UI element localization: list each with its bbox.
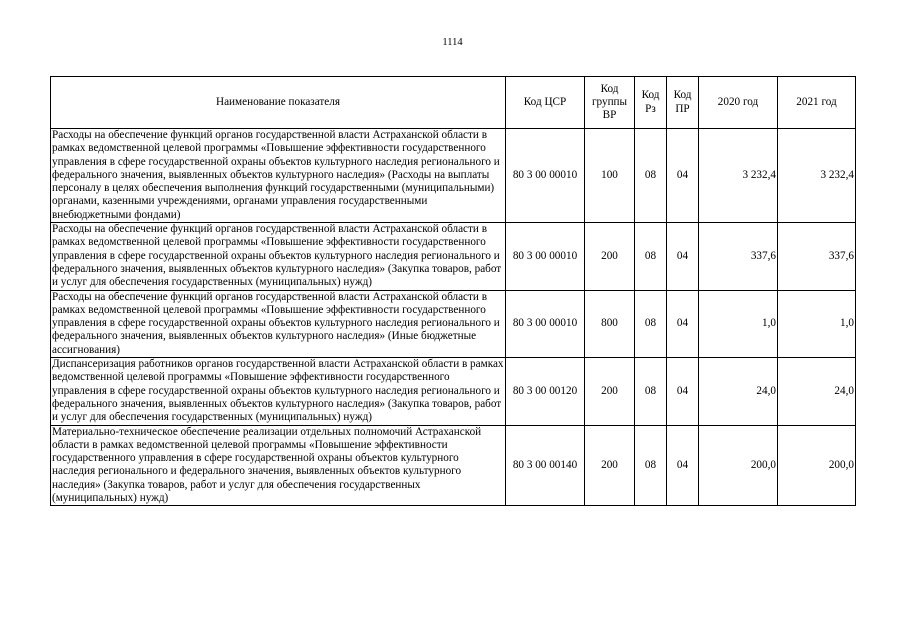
row-name: Расходы на обеспечение функций органов государственной власти Астраханской области в рамках ведомственной целевой программы «Повышение эффективности государственного управления в сфере государственной охраны объектов культурного наследия регионального и федерального значения, выявленных объектов культурного наследия» (Закупка товаров, работ и услуг для обеспечения государственных (муниципальных) нужд)	[51, 223, 506, 290]
row-2021: 200,0	[778, 425, 856, 506]
row-csr: 80 3 00 00010	[506, 223, 585, 290]
row-2021: 3 232,4	[778, 129, 856, 223]
page-number: 1114	[442, 37, 463, 48]
row-rz: 08	[635, 129, 667, 223]
table-header-row	[51, 77, 856, 129]
row-vr: 200	[585, 223, 635, 290]
row-name: Материально-техническое обеспечение реализации отдельных полномочий Астраханской области в рамках ведомственной целевой программы «Повышение эффективности государственного управления в сфере государственной охраны объектов культурного наследия регионального и федерального значения, выявленных объектов культурного наследия» (Закупка товаров, работ и услуг для обеспечения государственных (муниципальных) нужд)	[51, 425, 506, 506]
row-2021: 337,6	[778, 223, 856, 290]
row-name: Расходы на обеспечение функций органов государственной власти Астраханской области в рамках ведомственной целевой программы «Повышение эффективности государственного управления в сфере государственной охраны объектов культурного наследия регионального и федерального значения, выявленных объектов культурного наследия» (Иные бюджетные ассигнования)	[51, 290, 506, 357]
header-rz: Код Рз	[635, 77, 667, 129]
row-rz: 08	[635, 425, 667, 506]
header-pr: Код ПР	[667, 77, 699, 129]
budget-table	[50, 76, 856, 506]
row-csr: 80 3 00 00010	[506, 129, 585, 223]
table-row	[51, 425, 856, 506]
row-rz: 08	[635, 290, 667, 357]
row-name: Диспансеризация работников органов государственной власти Астраханской области в рамках ведомственной целевой программы «Повышение эффективности государственного управления в сфере государственной охраны объектов культурного наследия регионального и федерального значения, выявленных объектов культурного наследия» (Закупка товаров, работ и услуг для обеспечения государственных (муниципальных) нужд)	[52, 358, 504, 424]
row-2020: 337,6	[699, 223, 778, 290]
row-pr: 04	[667, 129, 699, 223]
row-2021: 24,0	[778, 358, 856, 425]
table-row	[51, 223, 856, 290]
row-2020: 3 232,4	[699, 129, 778, 223]
row-vr: 800	[585, 290, 635, 357]
header-name: Наименование показателя	[51, 77, 506, 129]
header-2020: 2020 год	[699, 77, 778, 129]
header-vr: Код группы ВР	[585, 77, 635, 129]
row-pr: 04	[667, 223, 699, 290]
header-csr: Код ЦСР	[506, 77, 585, 129]
header-2021: 2021 год	[778, 77, 856, 129]
row-vr: 100	[585, 129, 635, 223]
row-rz: 08	[635, 223, 667, 290]
row-name: Расходы на обеспечение функций органов государственной власти Астраханской области в рамках ведомственной целевой программы «Повышение эффективности государственного управления в сфере государственной охраны объектов культурного наследия регионального и федерального значения, выявленных объектов культурного наследия» (Расходы на выплаты персоналу в целях обеспечения выполнения функций государственными (муниципальными) органами, казенными учреждениями, органами управления государственными внебюджетными фондами)	[51, 129, 506, 223]
row-2020: 200,0	[699, 425, 778, 506]
row-rz: 08	[635, 358, 667, 425]
row-csr: 80 3 00 00120	[506, 358, 585, 425]
row-vr: 200	[585, 358, 635, 425]
row-pr: 04	[667, 290, 699, 357]
row-2020: 24,0	[699, 358, 778, 425]
row-pr: 04	[667, 425, 699, 506]
table-row	[51, 290, 856, 357]
table-row	[51, 129, 856, 223]
table-row	[51, 358, 856, 425]
row-vr: 200	[585, 425, 635, 506]
row-csr: 80 3 00 00010	[506, 290, 585, 357]
row-2021: 1,0	[778, 290, 856, 357]
row-2020: 1,0	[699, 290, 778, 357]
row-pr: 04	[667, 358, 699, 425]
row-csr: 80 3 00 00140	[506, 425, 585, 506]
